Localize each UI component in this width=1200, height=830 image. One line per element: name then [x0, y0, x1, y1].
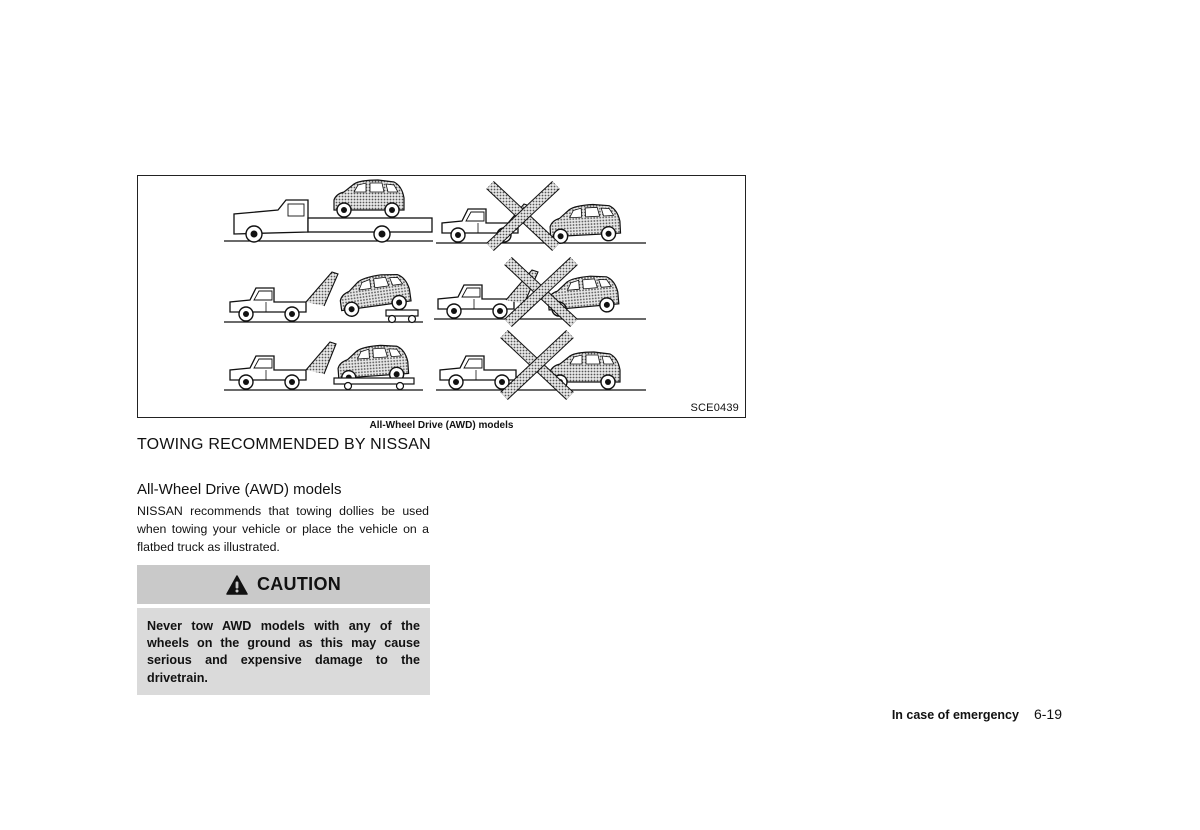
body-paragraph: NISSAN recommends that towing dollies be used when towing your vehicle or place the vehicle on a flatbed truck as illustrated.: [137, 504, 429, 554]
section-heading: TOWING RECOMMENDED BY NISSAN: [137, 436, 431, 453]
caution-header: [137, 565, 430, 604]
towing-illustration: [137, 175, 746, 418]
page-footer: [892, 706, 1062, 722]
footer-section-title: In case of emergency: [891, 708, 1019, 722]
towing-dolly-icon: [386, 310, 418, 323]
caution-text: Never tow AWD models with any of the wheels on the ground as this may cause serious and expensive damage to the drivetrain.: [137, 608, 430, 695]
towing-diagram: [138, 176, 744, 416]
flatbed-truck-icon: [234, 180, 432, 242]
section-subheading: All-Wheel Drive (AWD) models: [137, 481, 342, 498]
warning-triangle-icon: [226, 575, 248, 595]
caution-box: [137, 565, 430, 695]
figure-caption: All-Wheel Drive (AWD) models: [369, 420, 514, 431]
prohibited-x-icon: [490, 185, 556, 247]
prohibited-tow-row2: [438, 261, 619, 323]
page-number: 6-19: [1033, 706, 1062, 722]
prohibited-tow-row1: [442, 185, 621, 247]
caution-label: CAUTION: [256, 574, 342, 594]
figure-code: SCE0439: [690, 402, 739, 414]
dolly-tow-row3: [230, 342, 414, 390]
prohibited-tow-row3: [440, 334, 620, 396]
dolly-tow-row2: [230, 271, 418, 322]
